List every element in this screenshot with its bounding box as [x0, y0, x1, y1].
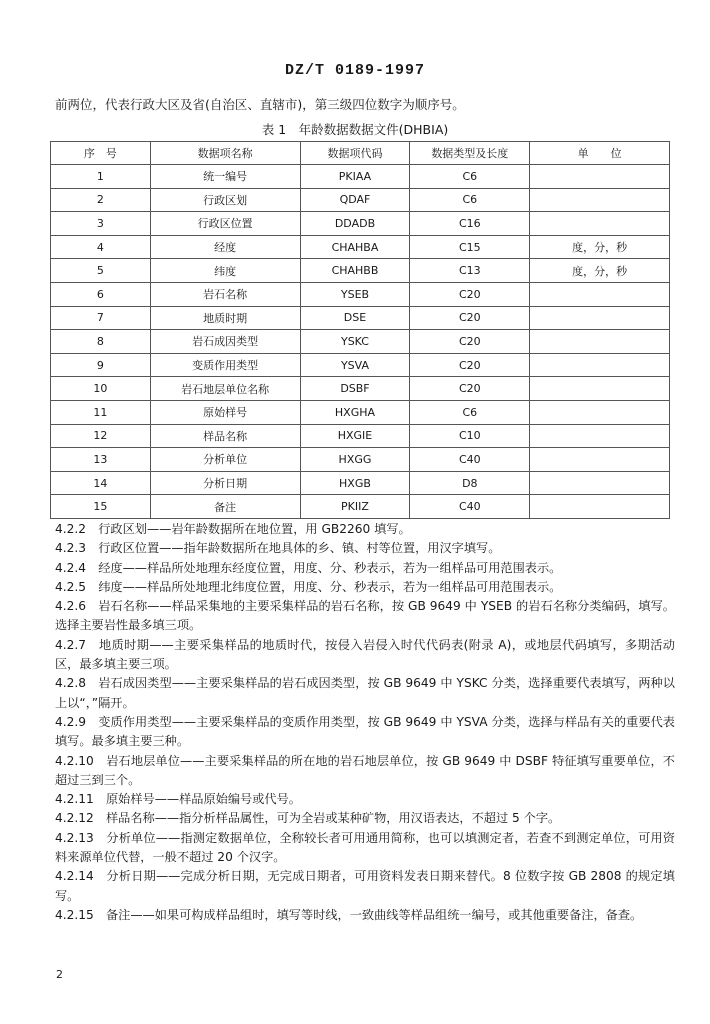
clause-4-2-7: 4.2.7 地质时期——主要采集样品的地质时代，按侵入岩侵入时代代码表(附录 A)，或地层代码填写，多期活动区，最多填主要三项。 — [55, 637, 675, 672]
table-cell: CHAHBB — [300, 259, 410, 283]
clause-4-2-2: 4.2.2 行政区划——岩年龄数据所在地位置，用 GB2260 填写。 — [55, 522, 411, 536]
data-file-table — [50, 141, 670, 519]
table-cell: 样品名称 — [150, 424, 300, 448]
clause-4-2-14: 4.2.14 分析日期——完成分析日期，无完成日期者，可用资料发表日期来替代。8 位数字按 GB 2808 的规定填写。 — [55, 869, 675, 903]
table-cell: 度，分，秒 — [530, 259, 670, 283]
table-cell: 13 — [51, 448, 151, 472]
table-row — [51, 377, 670, 401]
table-row — [51, 306, 670, 330]
table-cell: 岩石名称 — [150, 282, 300, 306]
table-cell: DDADB — [300, 212, 410, 236]
table-cell: C10 — [410, 424, 530, 448]
table-cell: 行政区位置 — [150, 212, 300, 236]
table-cell: 1 — [51, 165, 151, 189]
table-cell: C16 — [410, 212, 530, 236]
table-cell — [530, 377, 670, 401]
clause-4-2-11: 4.2.11 原始样号——样品原始编号或代号。 — [55, 792, 301, 807]
table-cell: 3 — [51, 212, 151, 236]
table-cell — [530, 165, 670, 189]
table-row — [51, 259, 670, 283]
table-cell — [530, 424, 670, 448]
table-cell: 分析日期 — [150, 471, 300, 495]
table-cell — [530, 448, 670, 472]
clause-4-2-6: 4.2.6 岩石名称——样品采集地的主要采集样品的岩石名称，按 GB 9649 中 YSEB 的岩石名称分类编码，填写。选择主要岩性最多填三项。 — [55, 599, 675, 633]
table-row — [51, 235, 670, 259]
table-row — [51, 330, 670, 354]
column-header: 数据项代码 — [300, 142, 410, 165]
table-cell: 原始样号 — [150, 400, 300, 424]
table-cell: 分析单位 — [150, 448, 300, 472]
table-row — [51, 448, 670, 472]
table-cell: YSEB — [300, 282, 410, 306]
column-header: 数据类型及长度 — [410, 142, 530, 165]
table-caption: 表 1 年龄数据数据文件(DHBIA) — [261, 122, 449, 137]
table-cell — [530, 188, 670, 212]
column-header: 单 位 — [530, 142, 670, 165]
table-cell — [530, 282, 670, 306]
intro-paragraph: 前两位，代表行政大区及省(自治区、直辖市)，第三级四位数字为顺序号。 — [55, 97, 465, 112]
table-cell — [530, 306, 670, 330]
table-cell: 7 — [51, 306, 151, 330]
table-cell: C40 — [410, 495, 530, 519]
table-cell: QDAF — [300, 188, 410, 212]
clause-4-2-5: 4.2.5 纬度——样品所处地理北纬度位置，用度、分、秒表示，若为一组样品可用范围表示。 — [55, 579, 562, 594]
clause-4-2-13: 4.2.13 分析单位——指测定数据单位，全称较长者可用通用简称，也可以填测定者，若查不到测定单位，可用资料来源单位代替，一般不超过 20 个汉字。 — [55, 830, 675, 865]
table-cell: C40 — [410, 448, 530, 472]
table-cell: PKIAA — [300, 165, 410, 189]
table-cell: C6 — [410, 188, 530, 212]
column-header: 序 号 — [51, 142, 151, 165]
table-cell: 经度 — [150, 235, 300, 259]
table-cell: 统一编号 — [150, 165, 300, 189]
table-cell: C20 — [410, 353, 530, 377]
table-cell: HXGHA — [300, 400, 410, 424]
clause-4-2-8: 4.2.8 岩石成因类型——主要采集样品的岩石成因类型，按 GB 9649 中 YSKC 分类，选择重要代表填写，两种以上以“，”隔开。 — [55, 676, 675, 710]
table-cell — [530, 353, 670, 377]
table-cell: 岩石成因类型 — [150, 330, 300, 354]
table-cell: 4 — [51, 235, 151, 259]
table-cell: 地质时期 — [150, 306, 300, 330]
table-cell: HXGB — [300, 471, 410, 495]
clause-4-2-9: 4.2.9 变质作用类型——主要采集样品的变质作用类型，按 GB 9649 中 YSVA 分类，选择与样品有关的重要代表填写。最多填主要三种。 — [55, 714, 675, 749]
table-cell: C13 — [410, 259, 530, 283]
table-row — [51, 353, 670, 377]
table-cell: 备注 — [150, 495, 300, 519]
table-cell: 岩石地层单位名称 — [150, 377, 300, 401]
table-cell: C20 — [410, 377, 530, 401]
table-cell: CHAHBA — [300, 235, 410, 259]
clause-4-2-12: 4.2.12 样品名称——指分析样品属性，可为全岩或某种矿物，用汉语表达，不超过 5 个字。 — [55, 811, 561, 826]
table-cell — [530, 400, 670, 424]
clause-text-block — [55, 520, 675, 925]
table-row — [51, 165, 670, 189]
table-header-row — [51, 142, 670, 165]
table-cell: 14 — [51, 471, 151, 495]
table-cell: C20 — [410, 282, 530, 306]
table-cell — [530, 495, 670, 519]
page-number: 2 — [56, 968, 63, 981]
table-cell: HXGG — [300, 448, 410, 472]
clause-4-2-10: 4.2.10 岩石地层单位——主要采集样品的所在地的岩石地层单位，按 GB 9649 中 DSBF 特征填写重要单位，不超过三到三个。 — [55, 753, 675, 787]
column-header: 数据项名称 — [150, 142, 300, 165]
table-cell: 变质作用类型 — [150, 353, 300, 377]
clause-4-2-4: 4.2.4 经度——样品所处地理东经度位置，用度、分、秒表示，若为一组样品可用范围表示。 — [55, 560, 562, 575]
table-row — [51, 188, 670, 212]
table-cell: 6 — [51, 282, 151, 306]
table-cell: 15 — [51, 495, 151, 519]
table-cell: 10 — [51, 377, 151, 401]
table-cell: 2 — [51, 188, 151, 212]
table-cell: C6 — [410, 400, 530, 424]
table-row — [51, 400, 670, 424]
clause-4-2-3: 4.2.3 行政区位置——指年龄数据所在地具体的乡、镇、村等位置，用汉字填写。 — [55, 541, 501, 556]
table-row — [51, 471, 670, 495]
table-cell: 度，分，秒 — [530, 235, 670, 259]
table-cell: 9 — [51, 353, 151, 377]
table-cell — [530, 212, 670, 236]
table-cell: 5 — [51, 259, 151, 283]
table-cell: C20 — [410, 330, 530, 354]
table-cell: 11 — [51, 400, 151, 424]
table-cell: D8 — [410, 471, 530, 495]
table-cell: C15 — [410, 235, 530, 259]
table-cell — [530, 471, 670, 495]
clause-4-2-15: 4.2.15 备注——如果可构成样品组时，填写等时线，一致曲线等样品组统一编号，或其他重要备注，备查。 — [55, 907, 643, 922]
table-row — [51, 424, 670, 448]
standard-code-header: DZ/T 0189-1997 — [284, 62, 426, 79]
table-cell: 纬度 — [150, 259, 300, 283]
table-cell: 行政区划 — [150, 188, 300, 212]
table-cell: PKIIZ — [300, 495, 410, 519]
table-cell: YSVA — [300, 353, 410, 377]
table-cell: DSBF — [300, 377, 410, 401]
table-cell: YSKC — [300, 330, 410, 354]
table-cell: HXGIE — [300, 424, 410, 448]
table-cell: 8 — [51, 330, 151, 354]
table-row — [51, 212, 670, 236]
table-row — [51, 282, 670, 306]
table-cell: DSE — [300, 306, 410, 330]
table-cell: C20 — [410, 306, 530, 330]
table-cell: 12 — [51, 424, 151, 448]
table-row — [51, 495, 670, 519]
table-cell — [530, 330, 670, 354]
table-cell: C6 — [410, 165, 530, 189]
